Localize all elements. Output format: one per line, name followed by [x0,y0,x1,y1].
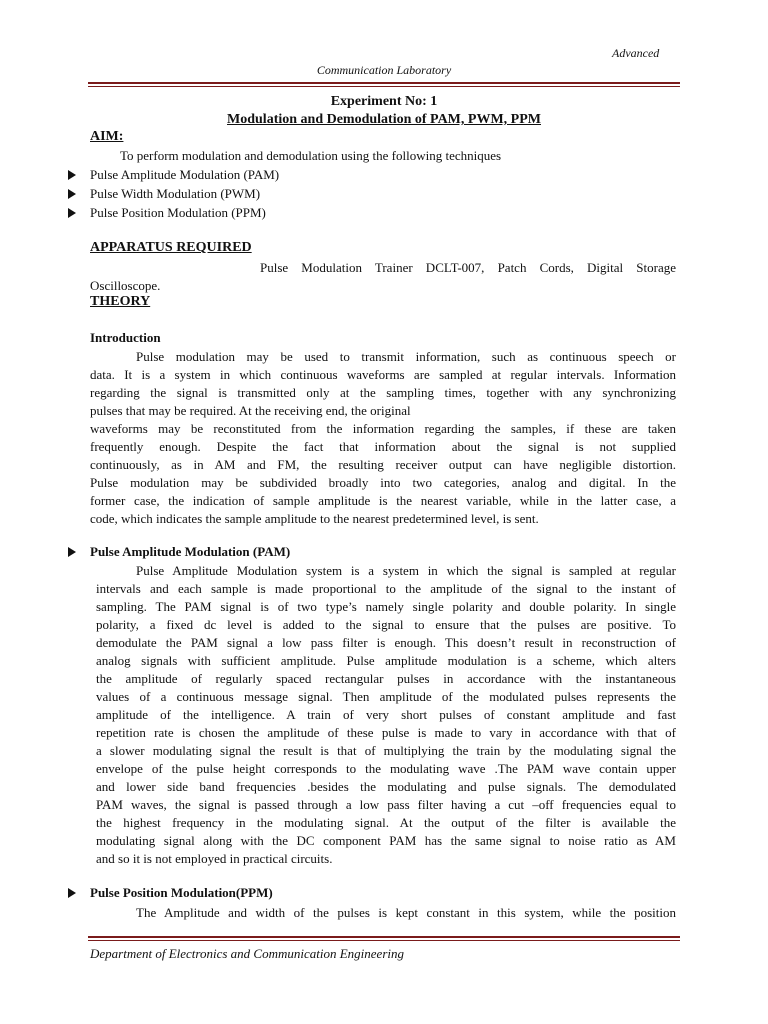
aim-item-label: Pulse Width Modulation (PWM) [90,185,261,201]
intro-line: Pulse modulation may be subdivided broadly into two categories, analog and digital. In the [90,475,676,490]
ppm-heading-row [68,884,273,902]
pam-paragraph [96,562,676,868]
header-center: Communication Laboratory [316,63,452,77]
intro-line: Pulse modulation may be used to transmit information, such as continuous speech or [136,349,676,364]
pam-line: intervals and each sample is made proportional to the amplitude of the signal to the instant of [96,581,676,596]
arrow-bullet-icon [68,208,76,218]
aim-list [68,165,279,222]
experiment-title: Experiment No: 1 [330,94,438,109]
pam-line: Pulse Amplitude Modulation system is a system in which the signal is sampled at regular [136,563,676,578]
pam-line: and so it is not employed in practical circuits. [96,851,333,866]
pam-line: values of a continuous message signal. Then amplitude of the modulated pulses represents the [96,689,676,704]
apparatus-line1: Pulse Modulation Trainer DCLT-007, Patch Cords, Digital Storage [260,260,676,275]
aim-list-item [68,165,279,184]
intro-line: waveforms may be reconstituted from the information regarding the samples, if these are taken [90,421,676,436]
aim-text: To perform modulation and demodulation using the following techniques [120,148,502,163]
pam-line: a slower modulating signal the result is that of multiplying the train by the modulating signal the [96,743,676,758]
apparatus-heading: APPARATUS REQUIRED [90,240,252,255]
intro-line: former case, the indication of sample amplitude is the nearest variable, while in the latter case, a [90,493,676,508]
arrow-bullet-icon [68,170,76,180]
footer-text: Department of Electronics and Communication Engineering [90,946,404,961]
ppm-heading: Pulse Position Modulation(PPM) [90,885,273,900]
pam-line: envelope of the pulse height corresponds to the modulating wave .The PAM wave contain upper [96,761,676,776]
pam-line: the highest frequency in the modulating signal. At the output of the filter is available the [96,815,676,830]
arrow-bullet-icon [68,888,76,898]
header-rule [88,82,680,84]
pam-line: analog signals with sufficient amplitude. Pulse amplitude modulation is a scheme, which alters [96,653,676,668]
apparatus-line2: Oscilloscope. [90,278,161,293]
footer-rule-thin [88,940,680,941]
aim-list-item [68,203,279,222]
intro-paragraph [90,348,676,528]
pam-line: amplitude of the intelligence. A train of very short pulses of constant amplitude and fast [96,707,676,722]
intro-heading: Introduction [90,330,161,345]
aim-item-label: Pulse Amplitude Modulation (PAM) [90,166,280,182]
pam-line: PAM waves, the signal is passed through a low pass filter having a cut –off frequencies equal to [96,797,676,812]
pam-line: polarity, a fixed dc level is added to the signal to ensure that the pulses are positive. To [96,617,676,632]
pam-line: the amplitude of regularly spaced rectangular pulses in accordance with the instantaneous [96,671,676,686]
pam-line: demodulate the PAM signal a low pass filter is enough. This doesn’t result in reconstruction of [96,635,676,650]
intro-line: pulses that may be required. At the receiving end, the original [90,403,411,418]
arrow-bullet-icon [68,189,76,199]
header-rule-thin [88,86,680,87]
pam-line: and lower side band frequencies .besides the modulating and pulse signals. The demodulated [96,779,676,794]
ppm-line: The Amplitude and width of the pulses is kept constant in this system, while the position [136,905,676,920]
theory-heading: THEORY [90,294,151,309]
footer-rule [88,936,680,938]
pam-heading: Pulse Amplitude Modulation (PAM) [90,544,291,559]
experiment-subtitle: Modulation and Demodulation of PAM, PWM, PPM [227,112,541,127]
aim-item-label: Pulse Position Modulation (PPM) [90,204,266,220]
pam-line: modulating signal along with the DC component PAM has the same signal to noise ratio as AM [96,833,676,848]
intro-line: data. It is a system in which continuous waveforms are sampled at regular intervals. Information [90,367,676,382]
pam-heading-row [68,543,290,561]
aim-list-item [68,184,279,203]
header-top-right: Advanced [612,46,660,60]
intro-line: code, which indicates the sample amplitude to the nearest predetermined level, is sent. [90,511,539,526]
pam-line: repetition rate is chosen the amplitude of these pulse is made to vary in accordance with that of [96,725,676,740]
intro-line: regarding the signal is transmitted only at the sampling times, together with any synchronizing [90,385,676,400]
arrow-bullet-icon [68,547,76,557]
aim-heading: AIM: [90,129,124,144]
intro-line: continuously, as in AM and FM, the resulting receiver output can have negligible distortion. [90,457,676,472]
intro-line: frequently enough. Despite the fact that information about the signal is not supplied [90,439,676,454]
pam-line: sampling. The PAM signal is of two type’s namely single polarity and double polarity. In single [96,599,676,614]
